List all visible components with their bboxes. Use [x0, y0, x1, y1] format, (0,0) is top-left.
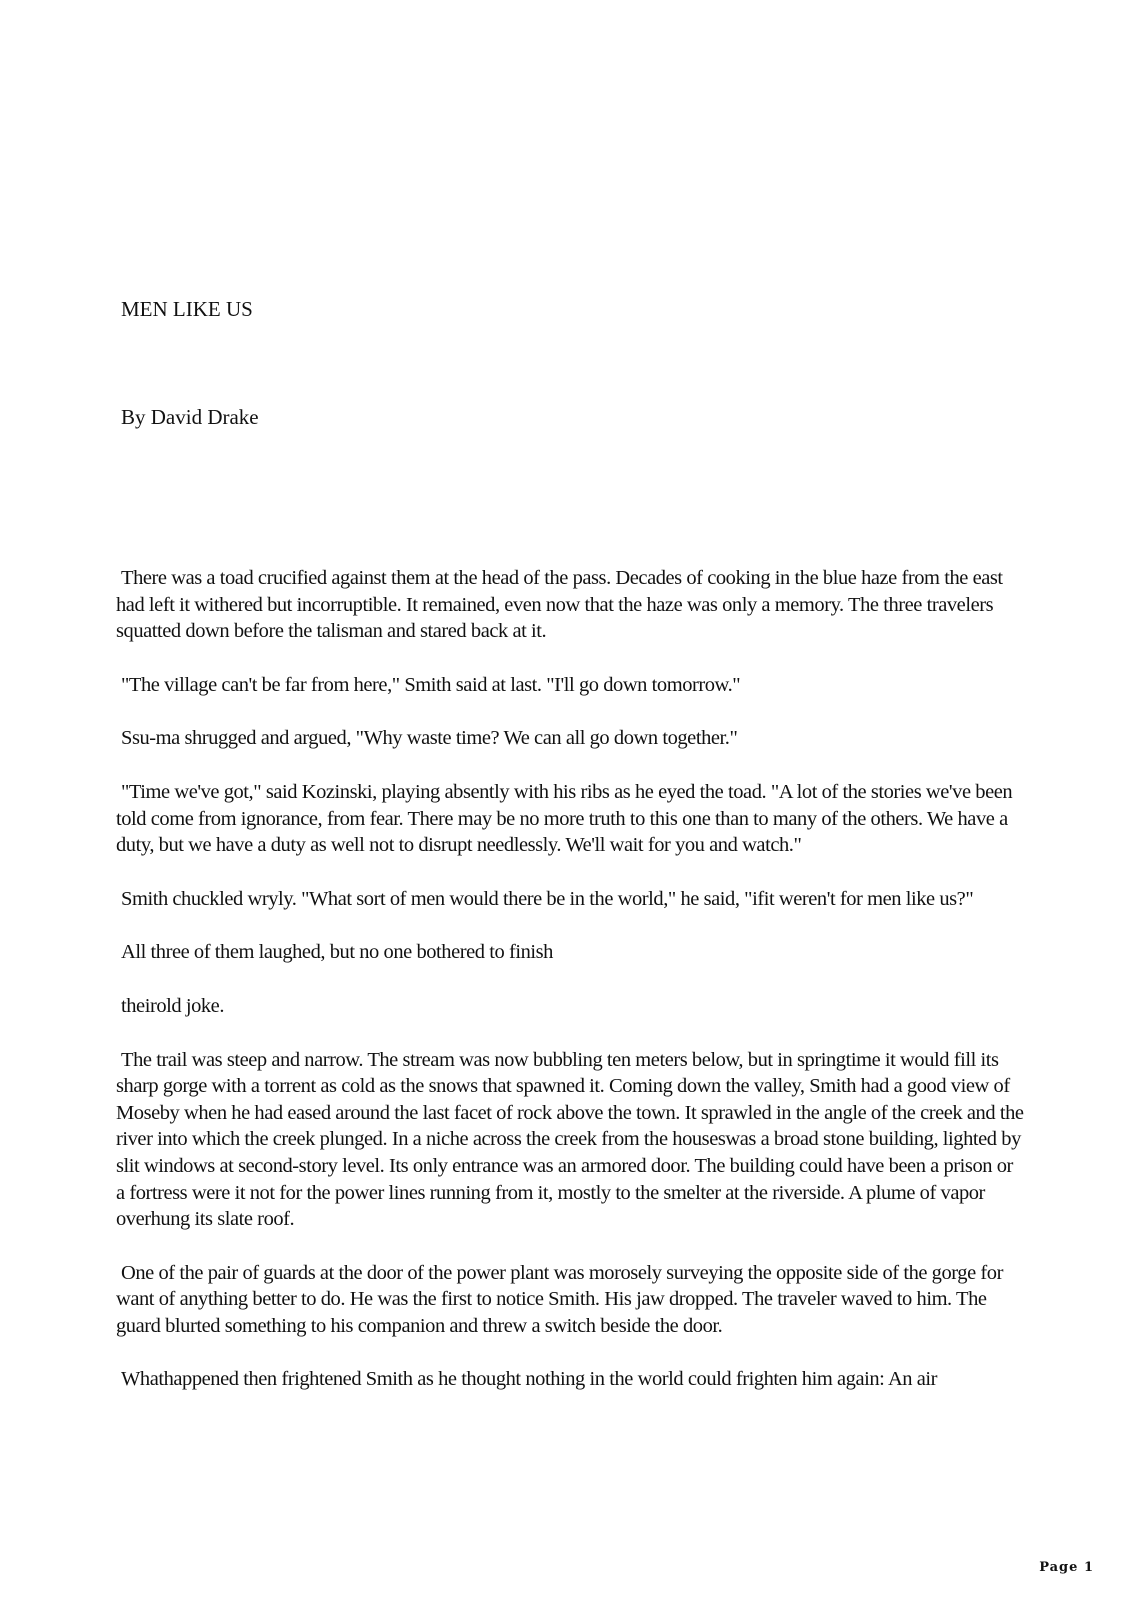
paragraph: "Time we've got," said Kozinski, playing absently with his ribs as he eyed the toad. "A lot of the stories we've been told come from ignorance, from fear. There may be no more truth to this one than to many of the others. We have a duty, but we have a duty as well not to disrupt needlessly. We'll wait for you and watch." [116, 780, 1013, 857]
paragraph: One of the pair of guards at the door of the power plant was morosely surveying the opposite side of the gorge for want of anything better to do. He was the first to notice Smith. His jaw dropped. The traveler waved to him. The guard blurted something to his companion and threw a switch beside the door. [116, 1261, 1003, 1337]
author-byline: By David Drake [121, 405, 259, 429]
story-body [116, 565, 1026, 1420]
paragraph: The trail was steep and narrow. The stream was now bubbling ten meters below, but in springtime it would fill its sharp gorge with a torrent as cold as the snows that spawned it. Coming down the valley, Smith had a good view of Moseby when he had eased around the last facet of rock above the town. It sprawled in the angle of the creek and the river into which the creek plunged. In a niche across the creek from the houseswas a broad stone building, lighted by slit windows at second-story level. Its only entrance was an armored door. The building could have been a prison or a fortress were it not for the power lines running from it, mostly to the smelter at the riverside. A plume of vapor overhung its slate roof. [116, 1048, 1024, 1231]
paragraph: Smith chuckled wryly. "What sort of men would there be in the world," he said, "ifit weren't for men like us?" [121, 887, 974, 910]
paragraph: theirold joke. [121, 994, 225, 1017]
paragraph: Whathappened then frightened Smith as he thought nothing in the world could frighten him again: An air [121, 1368, 938, 1391]
page-number: Page 1 [1039, 1560, 1094, 1575]
paragraph: Ssu-ma shrugged and argued, "Why waste time? We can all go down together." [121, 727, 738, 750]
paragraph: All three of them laughed, but no one bothered to finish [121, 941, 553, 964]
story-title: MEN LIKE US [121, 297, 253, 321]
paragraph: There was a toad crucified against them at the head of the pass. Decades of cooking in the blue haze from the east had left it withered but incorruptible. It remained, even now that the haze was only a memory. The three travelers squatted down before the talisman and stared back at it. [116, 567, 1003, 643]
paragraph: "The village can't be far from here," Smith said at last. "I'll go down tomorrow." [121, 673, 741, 696]
